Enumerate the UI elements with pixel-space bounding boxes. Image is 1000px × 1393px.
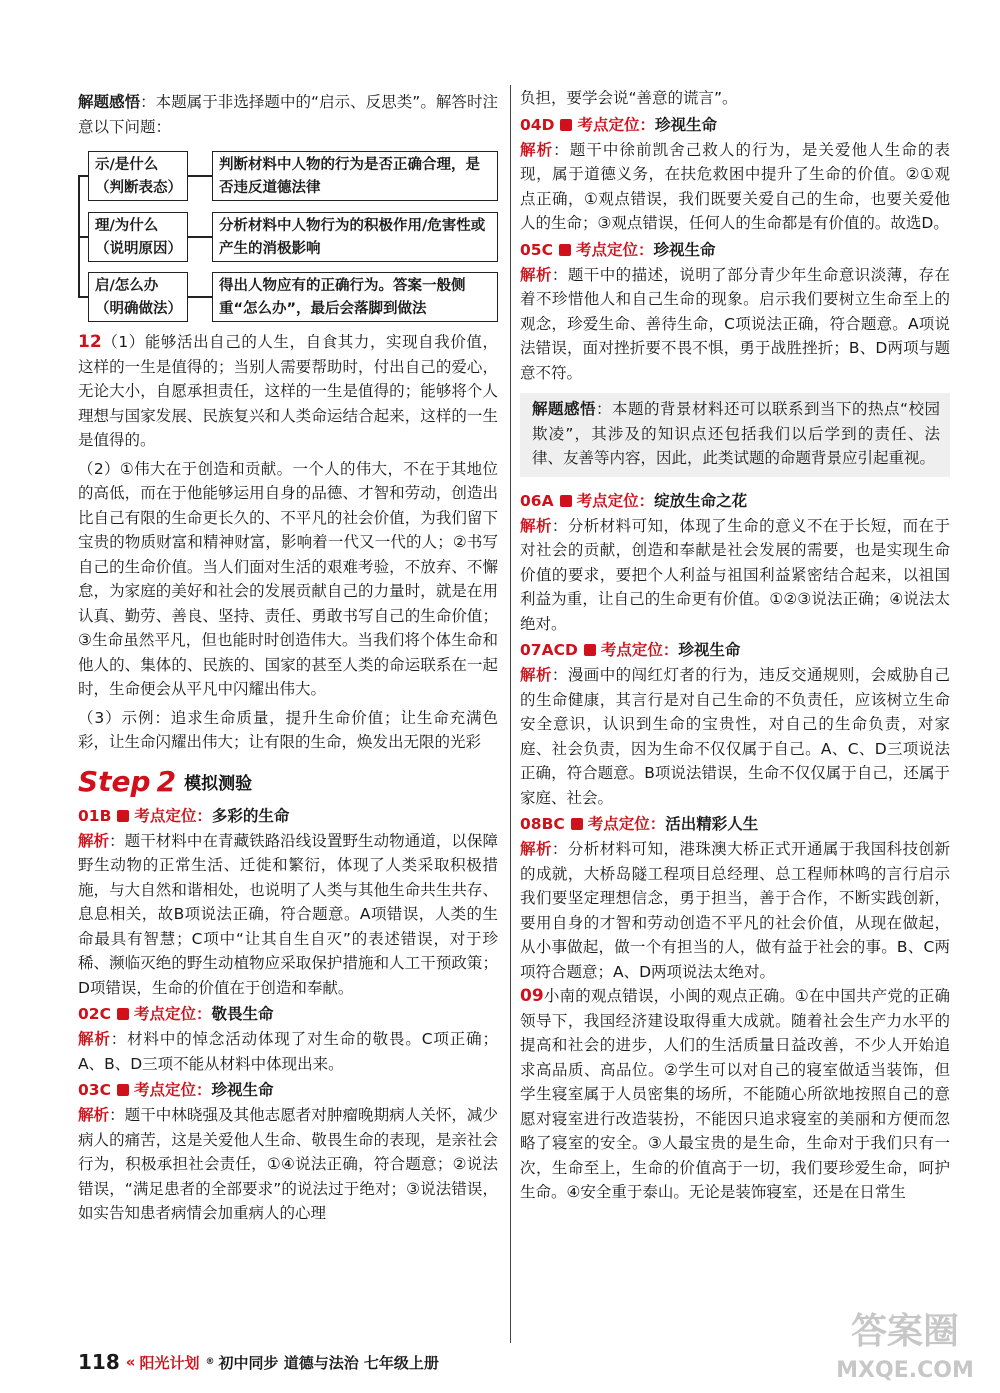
item-answer: B — [99, 806, 112, 825]
locator-icon — [584, 644, 596, 656]
analysis-label: 解析 — [520, 516, 552, 535]
item-07 — [520, 638, 950, 810]
analysis-text: ：材料中的悼念活动体现了对生命的敬畏。C项正确；A、B、D三项不能从材料中体现出来。 — [78, 1030, 498, 1073]
item-answer: D — [541, 115, 555, 134]
item-05 — [520, 238, 950, 386]
item-answer: BC — [541, 815, 565, 833]
diagram-line — [78, 175, 88, 177]
q12-part3: （3）示例：追求生命质量，提升生命价值；让生命充满色彩，让生命闪耀出伟大；让有限的生命，焕发出无限的光彩 — [78, 708, 498, 751]
diagram-label: 理/为什么 — [95, 218, 159, 234]
item-01 — [78, 804, 498, 1001]
analysis-label: 解析 — [520, 666, 552, 684]
diagram-line — [78, 236, 88, 238]
locator-icon — [559, 244, 571, 256]
item-08 — [520, 812, 950, 984]
right-column — [520, 86, 950, 1205]
step-title: 模拟测验 — [184, 773, 253, 794]
continued-text: 负担，要学会说“善意的谎言”。 — [520, 89, 738, 107]
analysis-text: ：分析材料可知，港珠澳大桥正式开通属于我国科技创新的成就，大桥岛隧工程项目总经理、总工程师林鸣的言行启示我们要坚定理想信念，勇于担当，善于合作，不断实践创新，要用自身的才智和劳动创造不平凡的社会价值，从现在做起，从小事做起，做一个有担当的人，做有益于社会的事。B、C两项符合题意；A、D两项说法太绝对。 — [520, 840, 950, 981]
diagram-right-box: 判断材料中人物的行为是否正确合理，是否违反道德法律 — [212, 151, 498, 201]
answer-method-diagram — [78, 145, 498, 320]
locator-icon — [117, 810, 129, 822]
ganwu-text: ：本题属于非选择题中的“启示、反思类”。解答时注意以下问题： — [78, 93, 498, 136]
item-number: 08 — [520, 815, 542, 833]
ganwu-label: 解题感悟 — [532, 400, 596, 418]
analysis-text: ：漫画中的闯红灯者的行为，违反交通规则，会威胁自己的生命健康，其言行是对自己生命的不负责任，应该树立生命安全意识，认识到生命的宝贵性，对自己的生命负责，对家庭、社会负责，因为生命不仅仅属于自己。A、C、D三项说法正确，符合题意。B项说法错误，生命不仅仅属于自己，还属于家庭、社会。 — [520, 666, 950, 807]
brand-name: 阳光计划 — [139, 1353, 200, 1372]
locator-icon — [571, 818, 583, 830]
diagram-line — [188, 175, 212, 177]
diagram-label: 示/是什么 — [95, 157, 159, 173]
item-topic: 珍视生命 — [211, 1081, 274, 1099]
left-column — [78, 90, 498, 1226]
item-header — [78, 1078, 498, 1103]
item-header — [520, 238, 950, 263]
locator-label: 考点定位： — [133, 1005, 212, 1023]
q12-part1-text: （1）能够活出自己的人生，自食其力，实现自我价值，这样的一生是值得的；当别人需要帮助时，付出自己的爱心，无论大小，自愿承担责任，这样的一生是值得的；能够将个人理想与国家发展、民族复兴和人类命运结合起来，这样的一生是值得的。 — [78, 333, 498, 449]
q09 — [520, 984, 950, 1205]
item-header — [78, 1002, 498, 1027]
item-number: 04 — [520, 115, 542, 134]
q09-text: 小南的观点错误，小闽的观点正确。①在中国共产党的正确领导下，我国经济建设取得重大成就。随着社会生产力水平的提高和社会的进步，人们的生活质量日益改善，不少人开始追求高品质、高品位。②学生可以对自己的寝室做适当装饰，但学生寝室属于人员密集的场所，不能随心所欲地按照自己的意愿对寝室进行改造装扮，不能因只追求寝室的美丽和方便而忽略了寝室的安全。③人最宝贵的是生命，生命对于我们只有一次，生命至上，生命的价值高于一切，我们要珍爱生命，呵护生命。④安全重于泰山。无论是装饰寝室，还是在日常生 — [520, 987, 950, 1201]
question-number: 12 — [78, 332, 102, 352]
item-header — [520, 812, 950, 837]
item-03 — [78, 1078, 498, 1226]
item-analysis — [78, 829, 498, 1001]
diagram-line — [188, 296, 212, 298]
item-header — [520, 113, 950, 138]
locator-icon — [117, 1008, 129, 1020]
item-answer: C — [99, 1005, 111, 1023]
item-analysis — [520, 837, 950, 984]
item-number: 03 — [78, 1081, 100, 1099]
analysis-label: 解析 — [520, 140, 554, 159]
ganwu-box — [520, 393, 950, 477]
item-topic: 多彩的生命 — [211, 806, 290, 825]
double-chevron-icon: « — [125, 1353, 136, 1371]
page-footer — [78, 1350, 439, 1374]
locator-label: 考点定位： — [134, 806, 212, 825]
item-analysis — [78, 1103, 498, 1226]
diagram-right-box: 分析材料中人物行为的积极作用/危害性或产生的消极影响 — [212, 212, 498, 262]
ganwu-note — [78, 90, 498, 139]
q12-part1 — [78, 330, 498, 453]
page-number: 118 — [78, 1350, 120, 1374]
analysis-label: 解析 — [78, 1106, 110, 1124]
analysis-text: ：题干中徐前凯舍己救人的行为，是关爱他人生命的表现，属于道德义务，在扶危救困中提升了生命的价值。②①观点正确，①观点错误，我们既要关爱自己的生命，也要关爱他人的生命；③观点错误，任何人的生命都是有价值的。故选D。 — [520, 140, 950, 232]
item-topic: 绽放生命之花 — [654, 491, 748, 510]
diagram-label: （说明原因） — [95, 241, 182, 257]
analysis-text: ：题干材料中在青藏铁路沿线设置野生动物通道，以保障野生动物的正常生活、迁徙和繁衍，体现了人类采取积极措施，与大自然和谐相处，也说明了人类与其他生命共生共存、息息相关，故B项说法正确，符合题意。A项错误，人类的生命最具有智慧；C项中“让其自生自灭”的表述错误，对于珍稀、濒临灭绝的野生动植物应采取保护措施和人工干预政策；D项错误，生命的价值在于创造和奉献。 — [78, 831, 498, 997]
diagram-label: （明确做法） — [95, 301, 182, 317]
analysis-label: 解析 — [78, 1030, 111, 1048]
watermark-line1: 答案圈 — [850, 1311, 960, 1352]
locator-icon — [560, 495, 572, 507]
item-number: 05 — [520, 240, 542, 259]
item-number: 06 — [520, 491, 542, 510]
diagram-label: 启/怎么办 — [95, 278, 159, 294]
diagram-line — [78, 296, 88, 298]
item-analysis — [78, 1027, 498, 1076]
analysis-label: 解析 — [78, 831, 110, 850]
item-answer: C — [541, 240, 553, 259]
diagram-left-box — [88, 212, 188, 262]
item-topic: 珍视生命 — [678, 641, 741, 659]
analysis-label: 解析 — [520, 265, 552, 284]
item-analysis — [520, 263, 950, 386]
analysis-text: ：题干中的描述，说明了部分青少年生命意识淡薄，存在着不珍惜他人和自己生命的现象。启示我们要树立生命至上的观念，珍爱生命、善待生命，C项说法正确，符合题意。A项说法错误，面对挫折要不畏不惧，勇于战胜挫折；B、D两项与题意不符。 — [520, 265, 950, 382]
analysis-text: ：题干中林晓强及其他志愿者对肿瘤晚期病人关怀，减少病人的痛苦，这是关爱他人生命、敬畏生命的表现，是亲社会行为，积极承担社会责任，①④说法正确，符合题意；②说法错误，“满足患者的全部要求”的说法过于绝对；③说法错误，如实告知患者病情会加重病人的心理 — [78, 1106, 498, 1222]
q12-part2: （2）①伟大在于创造和贡献。一个人的伟大，不在于其地位的高低，而在于他能够运用自身的品德、才智和劳动，创造出比自己有限的生命更长久的、不平凡的社会价值，为我们留下宝贵的物质财富和精神财富，影响着一代又一代的人；②书写自己的生命价值。当人们面对生活的艰难考验，不放弃、不懈怠，为家庭的美好和社会的发展贡献自己的力量时，就是在用认真、勤劳、善良、坚持、责任、勇敢书写自己的生命价值；③生命虽然平凡，但也能时时创造伟大。当我们将个体生命和他人的、集体的、民族的、国家的甚至人类的命运联系在一起时，生命便会从平凡中闪耀出伟大。 — [78, 459, 498, 698]
item-analysis — [520, 663, 950, 810]
item-topic: 珍视生命 — [654, 115, 717, 134]
watermark-line2: MXQE.COM — [836, 1358, 974, 1383]
analysis-text: ：分析材料可知，体现了生命的意义不在于长短，而在于对社会的贡献，创造和奉献是社会发展的需要，也是实现生命价值的要求，要把个人利益与祖国利益紧密结合起来，以祖国利益为重，让自己的生命更有价值。①②③说法正确；④说法太绝对。 — [520, 516, 950, 633]
locator-icon — [560, 119, 572, 131]
diagram-left-box — [88, 272, 188, 322]
item-number: 07 — [520, 641, 542, 659]
diagram-line — [188, 236, 212, 238]
locator-icon — [117, 1084, 129, 1096]
ganwu-label: 解题感悟 — [78, 93, 141, 111]
locator-label: 考点定位： — [133, 1081, 212, 1099]
item-analysis — [520, 138, 950, 236]
diagram-right-box: 得出人物应有的正确行为。答案一般侧重“怎么办”，最后会落脚到做法 — [212, 272, 498, 322]
item-header — [78, 804, 498, 829]
item-analysis — [520, 514, 950, 637]
item-topic: 珍视生命 — [653, 240, 716, 259]
item-answer: C — [99, 1081, 111, 1099]
locator-label: 考点定位： — [575, 240, 654, 259]
locator-label: 考点定位： — [600, 641, 679, 659]
registered-mark: ® — [205, 1357, 215, 1367]
item-topic: 敬畏生命 — [211, 1005, 274, 1023]
item-topic: 活出精彩人生 — [665, 815, 759, 833]
item-number: 02 — [78, 1005, 100, 1023]
book-title: 初中同步 道德与法治 七年级上册 — [218, 1353, 439, 1372]
locator-label: 考点定位： — [576, 491, 655, 510]
item-header — [520, 489, 950, 514]
item-answer: A — [541, 491, 554, 510]
analysis-label: 解析 — [520, 840, 552, 858]
item-answer: ACD — [541, 641, 578, 659]
locator-label: 考点定位： — [587, 815, 666, 833]
item-header — [520, 638, 950, 663]
item-04 — [520, 113, 950, 236]
step-heading — [78, 765, 498, 798]
step-word: Step — [78, 764, 151, 798]
step-number: 2 — [156, 764, 177, 798]
diagram-left-box — [88, 151, 188, 201]
question-number: 09 — [520, 986, 544, 1006]
item-06 — [520, 489, 950, 637]
locator-label: 考点定位： — [577, 115, 655, 134]
diagram-label: （判断表态） — [95, 180, 182, 196]
item-02 — [78, 1002, 498, 1076]
column-divider — [510, 85, 511, 1343]
ganwu-text: ：本题的背景材料还可以联系到当下的热点“校园欺凌”，其涉及的知识点还包括我们以后学到的责任、法律、友善等内容，因此，此类试题的命题背景应引起重视。 — [532, 400, 940, 467]
watermark-logo — [820, 1299, 990, 1389]
item-number: 01 — [78, 806, 100, 825]
